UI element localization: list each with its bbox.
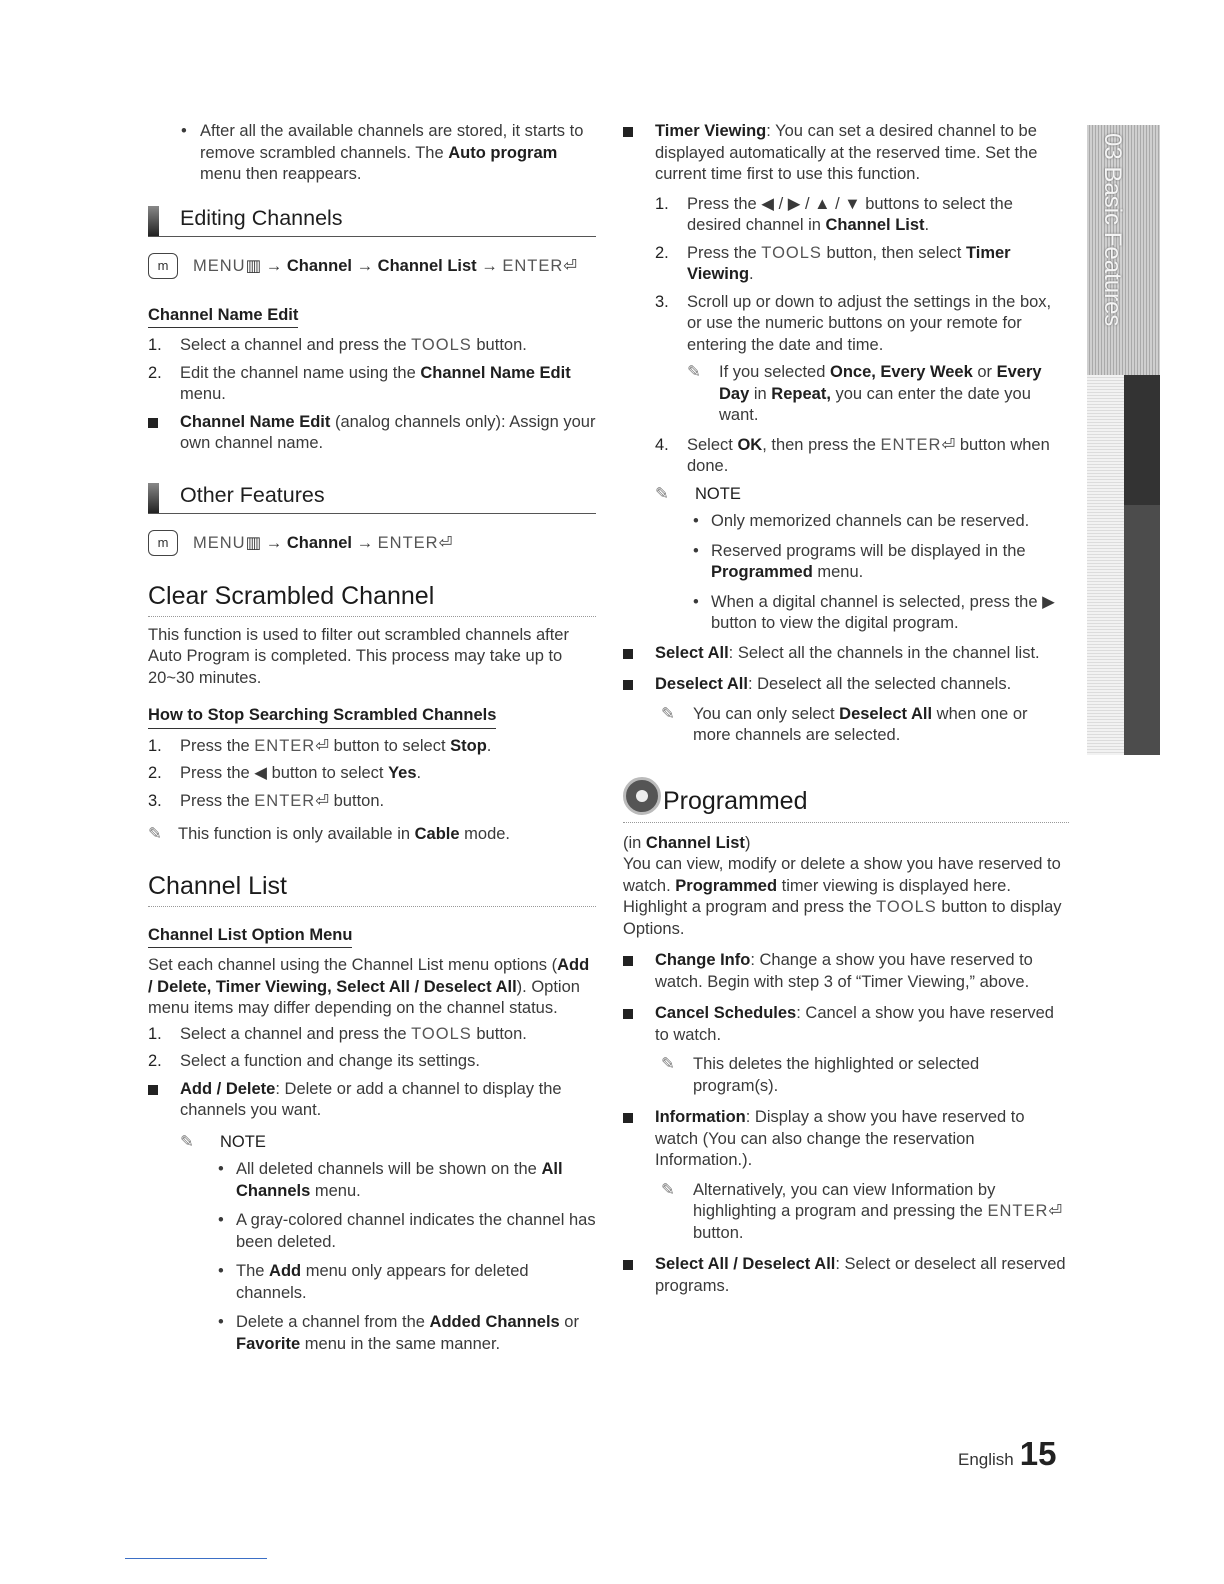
intro-bullet: • After all the available channels are stored, it starts to remove scrambled channels. The Auto program menu then reappears. [148,121,596,186]
information-note: ✎ Alternatively, you can view Information by highlighting a program and pressing the ENTER⏎ button. [661,1180,1063,1242]
right-column [623,121,1069,1305]
page-footer [958,1435,1057,1472]
note-item: • Only memorized channels can be reserved. [691,511,1069,533]
enter-icon: ⏎ [315,736,330,755]
information-item: Information: Display a show you have reserved to watch (You can also change the reservation Information.). [623,1107,1069,1172]
repeat-note: ✎ If you selected Once, Every Week or Every Day in Repeat, you can enter the date you want. [687,363,1042,424]
chapter-side-tab [1087,125,1160,755]
pencil-icon: ✎ [661,1055,675,1073]
pencil-icon: ✎ [661,704,675,723]
enter-icon: ⏎ [1048,1202,1063,1220]
heading-bar [148,206,159,236]
pencil-icon: ✎ [180,1132,194,1151]
note-label: ✎ NOTE [655,484,1069,506]
note-item: • A gray-colored channel indicates the channel has been deleted. [216,1210,596,1253]
deselect-note: ✎ You can only select Deselect All when one or more channels are selected. [661,704,1028,744]
chapter-label: 03 Basic Features [1099,133,1126,327]
channel-list-desc: Set each channel using the Channel List menu options (Add / Delete, Timer Viewing, Select All / Deselect All). Option menu items may differ depending on the channel status. [148,956,590,1017]
programmed-desc: You can view, modify or delete a show you have reserved to watch. Programmed timer viewing is displayed here. Highlight a program and press the TOOLS button to display Options. [623,855,1062,938]
select-deselect-all-item: Select All / Deselect All: Select or deselect all reserved programs. [623,1254,1069,1297]
enter-icon: ⏎ [563,256,578,275]
cancel-note: ✎ This deletes the highlighted or selected program(s). [661,1055,980,1095]
clear-scrambled-desc: This function is used to filter out scrambled channels after Auto Program is completed. This process may take up to 20~30 minutes. [148,625,569,687]
arrow-keys-icon: ◀ / ▶ / ▲ / ▼ [761,194,861,213]
pencil-icon: ✎ [655,484,669,503]
pencil-icon: ✎ [687,363,701,381]
enter-icon: ⏎ [941,435,956,454]
channel-list-option-subheading: Channel List Option Menu [148,925,352,949]
select-all-item: Select All: Select all the channels in the channel list. [623,643,1069,665]
pencil-icon: ✎ [148,825,162,843]
timer-step-3: 3. Scroll up or down to adjust the settings in the box, or use the numeric buttons on your remote for entering the date and time. [655,292,1052,354]
footer-rule [125,1558,267,1559]
editing-step-1: 1. Select a channel and press the TOOLS button. [148,336,527,354]
right-arrow-icon: ▶ [1042,592,1055,611]
clear-step-1: 1. Press the ENTER⏎ button to select Stop. [148,736,492,755]
clear-scrambled-heading: Clear Scrambled Channel [148,580,596,617]
note-item: • Delete a channel from the Added Channels or Favorite menu in the same manner. [216,1312,596,1355]
left-column [148,121,596,1363]
cancel-schedules-item: Cancel Schedules: Cancel a show you have reserved to watch. [623,1003,1069,1046]
note-item: • All deleted channels will be shown on the All Channels menu. [216,1159,596,1202]
editing-step-2: 2. Edit the channel name using the Channel Name Edit menu. [148,363,571,403]
timer-steps [623,194,1069,635]
timer-viewing-item: Timer Viewing: You can set a desired channel to be displayed automatically at the reserved time. Set the current time first to use this function. [623,121,1069,186]
add-delete-item: Add / Delete: Delete or add a channel to display the channels you want. [148,1079,596,1122]
note-item: • When a digital channel is selected, press the ▶ button to view the digital program. [691,592,1069,635]
pencil-icon: ✎ [661,1180,675,1199]
left-arrow-icon: ◀ [254,764,267,782]
note-item: • The Add menu only appears for deleted channels. [216,1261,596,1304]
change-info-item: Change Info: Change a show you have reserved to watch. Begin with step 3 of “Timer Viewing,” above. [623,950,1069,993]
timer-step-2: 2. Press the TOOLS button, then select Timer Viewing. [655,243,1011,283]
timer-step-1: 1. Press the ◀ / ▶ / ▲ / ▼ buttons to select the desired channel in Channel List. [655,194,1013,234]
menu-icon: m [148,530,178,556]
footer-language: English [958,1450,1014,1469]
channel-list-step-1: 1. Select a channel and press the TOOLS button. [148,1024,527,1043]
editing-menu-path: m MENU▥ → Channel → Channel List → ENTER⏎ [148,251,596,281]
programmed-heading: Programmed [623,785,1069,823]
programmed-context: (in Channel List) [623,833,751,852]
channel-name-edit-subheading: Channel Name Edit [148,305,298,329]
channel-list-heading: Channel List [148,870,596,907]
clear-step-2: 2. Press the ◀ button to select Yes. [148,764,422,782]
menu-icon: m [148,253,178,279]
channel-list-step-2: 2. Select a function and change its settings. [148,1052,480,1070]
timer-step-4: 4. Select OK, then press the ENTER⏎ button when done. [655,435,1050,475]
side-tab-marker [1124,375,1160,505]
enter-icon: ⏎ [315,791,330,810]
menu-glyph-icon: ▥ [245,533,262,552]
channel-name-edit-item: Channel Name Edit (analog channels only): Assign your own channel name. [148,412,596,455]
other-features-heading: Other Features [148,481,596,514]
enter-icon: ⏎ [438,533,453,552]
page-number: 15 [1019,1435,1057,1472]
deselect-all-item: Deselect All: Deselect all the selected channels. [623,674,1069,696]
heading-bar [148,483,159,513]
editing-channels-heading: Editing Channels [148,204,596,237]
menu-glyph-icon: ▥ [245,256,262,275]
clear-step-3: 3. Press the ENTER⏎ button. [148,791,385,810]
other-menu-path: m MENU▥ → Channel → ENTER⏎ [148,528,596,558]
cable-note: ✎ This function is only available in Cable mode. [148,824,596,846]
add-delete-note [148,1132,596,1356]
clock-icon [623,777,661,815]
note-item: • Reserved programs will be displayed in the Programmed menu. [691,541,1069,584]
note-label: ✎ NOTE [180,1132,596,1154]
stop-searching-subheading: How to Stop Searching Scrambled Channels [148,705,496,729]
